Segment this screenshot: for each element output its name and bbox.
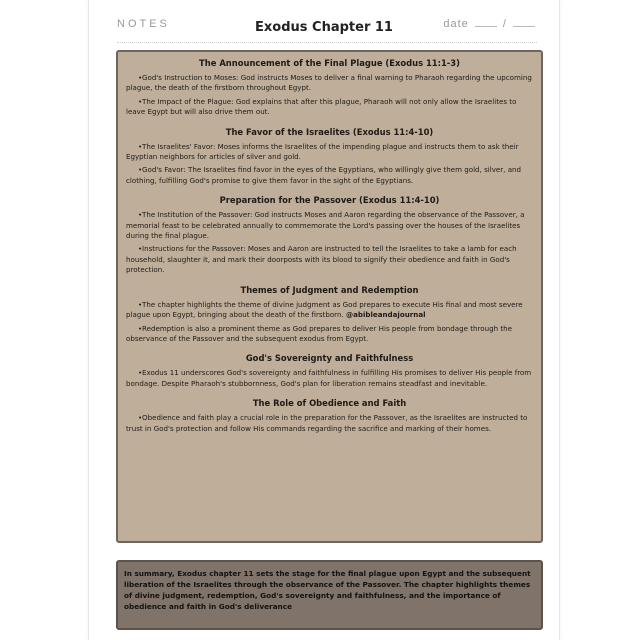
page-header [89, 0, 559, 50]
notes-label: NOTES [117, 18, 170, 30]
bullet-icon: • [138, 244, 143, 254]
bullet-text: God's Favor: The Israelites find favor in the eyes of the Egyptians, who willingly give them gold, silver, and clothing, fulfilling God's promise to give them favor in the sight of the Egyptians. [126, 165, 522, 185]
notebook-page [88, 0, 560, 640]
section-heading: The Announcement of the Final Plague (Exodus 11:1-3) [199, 58, 460, 68]
bullet-icon: • [138, 96, 143, 106]
bullet-item [126, 210, 533, 241]
bullet-item [126, 142, 533, 163]
bullet-icon: • [138, 323, 143, 333]
section-final-plague [126, 58, 533, 118]
notes-box [116, 50, 543, 543]
bullet-item [126, 324, 533, 345]
section-judgment [126, 285, 533, 345]
bullet-text: Instructions for the Passover: Moses and Aaron are instructed to tell the Israelites to take a lamb for each household, slaughter it, and mark their doorposts with its blood to signify their obedience and faith in God's protection. [126, 244, 517, 275]
section-sovereignty [126, 353, 533, 389]
bullet-text: God's Instruction to Moses: God instructs Moses to deliver a final warning to Pharaoh regarding the upcoming plague, the death of the firstborn throughout Egypt. [126, 73, 532, 93]
section-passover [126, 195, 533, 275]
bullet-text: The Impact of the Plague: God explains that after this plague, Pharaoh will not only allow the Israelites to leave Egypt but will also drive them out. [126, 96, 517, 117]
bullet-text: Redemption is also a prominent theme as God prepares to deliver His people from bondage through the observance of the Passover and the subsequent exodus from Egypt. [126, 323, 513, 343]
bullet-icon: • [138, 73, 143, 82]
bullet-item [126, 165, 533, 186]
section-favor [126, 127, 533, 187]
summary-box [116, 560, 543, 630]
date-blank-2 [513, 18, 535, 27]
section-heading: God's Sovereignty and Faithfulness [245, 353, 414, 364]
date-separator: / [502, 18, 507, 30]
header-divider [117, 42, 537, 43]
bullet-icon: • [138, 210, 143, 220]
section-obedience [126, 398, 533, 434]
date-label: date [443, 18, 469, 30]
section-heading: Themes of Judgment and Redemption [240, 284, 419, 295]
section-heading: The Favor of the Israelites (Exodus 11:4-10) [225, 126, 434, 137]
bullet-text: The chapter highlights the theme of divine judgment as God prepares to execute His final and most severe plague upon Egypt, bringing about the death of the firstborn. [126, 299, 523, 320]
page-title: Exodus Chapter 11 [255, 20, 393, 35]
bullet-text: Obedience and faith play a crucial role in the preparation for the Passover, as the Israelites are instructed to trust in God's protection and follow His commands regarding the sacrifice and marking of their homes. [126, 413, 528, 433]
bullet-icon: • [138, 165, 143, 175]
date-field [443, 18, 537, 30]
bullet-item [126, 97, 533, 118]
bullet-item [126, 300, 533, 321]
section-heading: Preparation for the Passover (Exodus 11:4-10) [219, 195, 440, 206]
bullet-text: Exodus 11 underscores God's sovereignty and faithfulness in fulfilling His promises to deliver His people from bondage. Despite Pharaoh's stubbornness, God's plan for liberation remains steadfast and inevitable. [126, 368, 532, 388]
section-heading: The Role of Obedience and Faith [252, 398, 407, 409]
bullet-icon: • [138, 413, 143, 423]
bullet-item [126, 73, 533, 94]
watermark-handle: @abibleandajournal [346, 310, 426, 320]
bullet-text: The Israelites' Favor: Moses informs the Israelites of the impending plague and instructs them to ask their Egyptian neighbors for articles of silver and gold. [126, 141, 519, 162]
bullet-icon: • [138, 141, 143, 151]
summary-text: In summary, Exodus chapter 11 sets the stage for the final plague upon Egypt and the subsequent liberation of the Israelites through the observance of the Passover. The chapter highlights themes of divine judgment, redemption, God's sovereignty and faithfulness, and the importance of obedience and faith in God's deliverance [124, 569, 531, 611]
bullet-item [126, 244, 533, 275]
bullet-text: The Institution of the Passover: God instructs Moses and Aaron regarding the observance of the Passover, a memorial feast to be celebrated annually to commemorate the Lord's passing over the houses of the Israelites during the final plague. [126, 210, 525, 241]
bullet-item [126, 413, 533, 434]
bullet-icon: • [138, 368, 143, 378]
bullet-icon: • [138, 299, 143, 309]
bullet-item [126, 368, 533, 389]
date-blank-1 [475, 18, 497, 27]
